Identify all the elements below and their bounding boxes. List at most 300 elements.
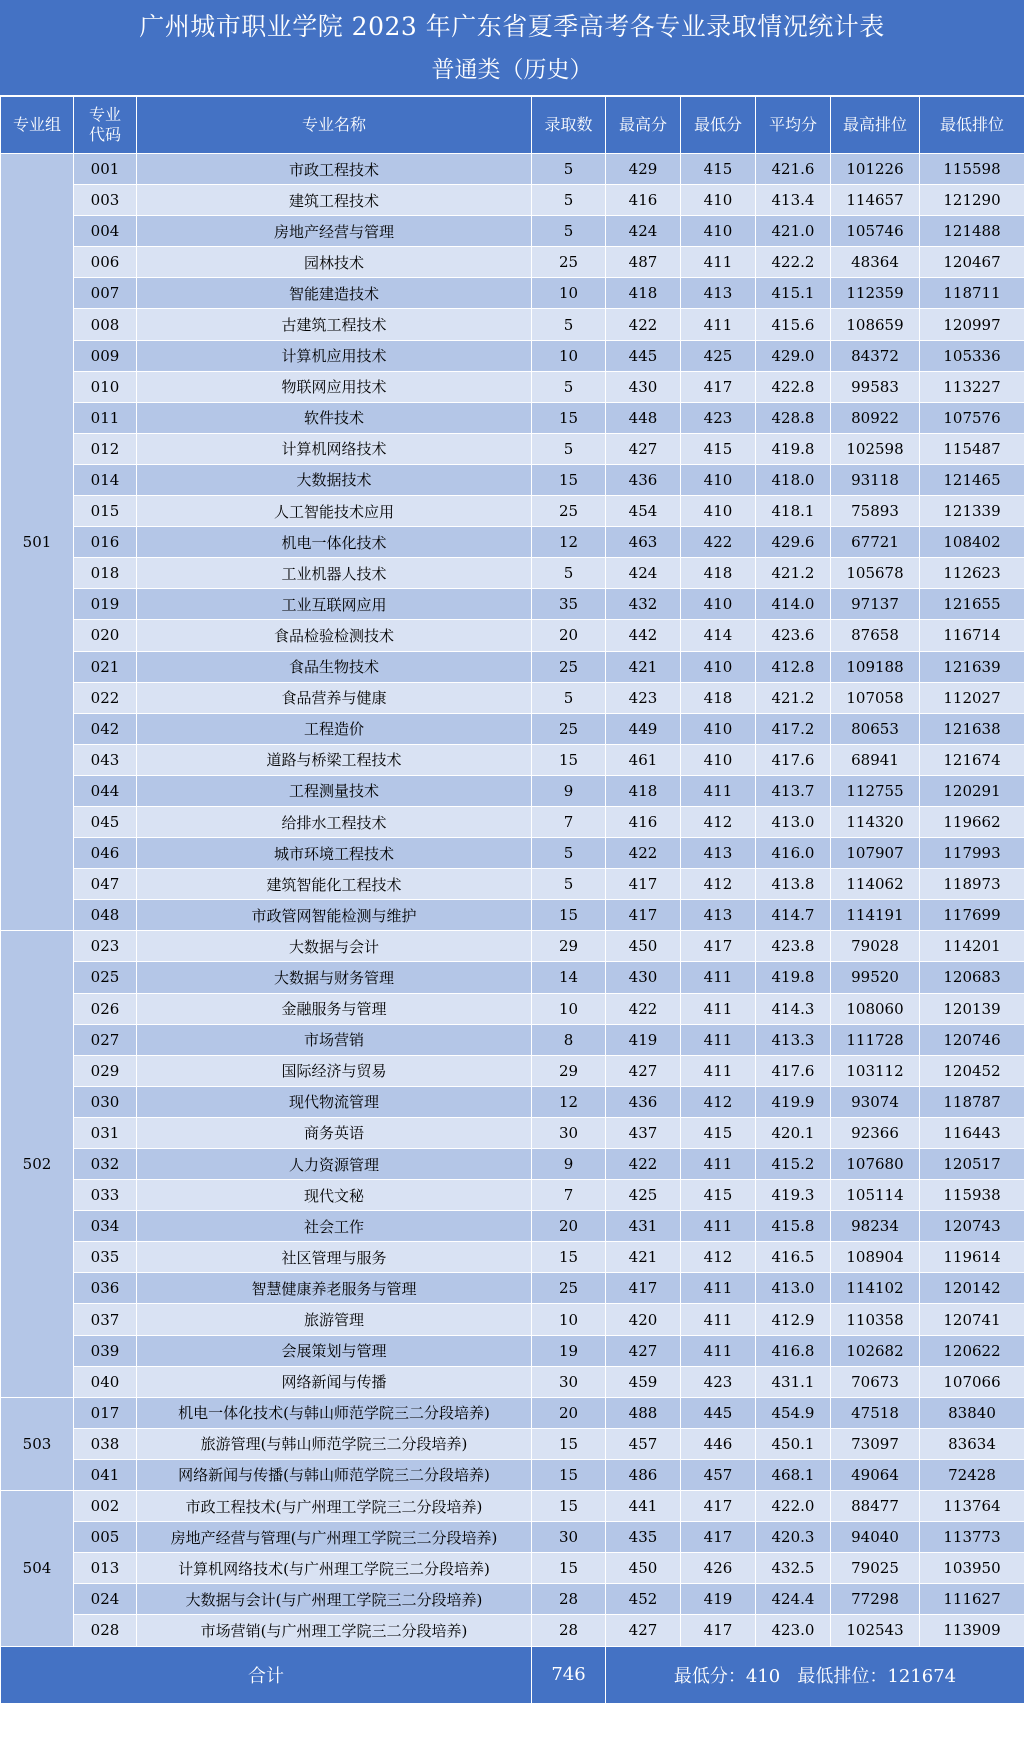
cell-admitted: 5 — [532, 185, 606, 216]
cell-admitted: 5 — [532, 433, 606, 464]
cell-max-score: 487 — [606, 247, 681, 278]
cell-min-score: 417 — [681, 1522, 756, 1553]
cell-name: 工业机器人技术 — [137, 558, 532, 589]
cell-avg-score: 417.2 — [756, 713, 831, 744]
cell-max-score: 424 — [606, 216, 681, 247]
cell-max-rank: 68941 — [831, 744, 920, 775]
cell-name: 道路与桥梁工程技术 — [137, 744, 532, 775]
cell-max-rank: 92366 — [831, 1117, 920, 1148]
cell-admitted: 30 — [532, 1522, 606, 1553]
cell-min-rank: 105336 — [920, 340, 1024, 371]
cell-min-rank: 108402 — [920, 527, 1024, 558]
cell-max-rank: 103112 — [831, 1055, 920, 1086]
cell-max-score: 432 — [606, 589, 681, 620]
cell-max-rank: 87658 — [831, 620, 920, 651]
cell-name: 食品营养与健康 — [137, 682, 532, 713]
cell-avg-score: 419.8 — [756, 962, 831, 993]
cell-max-rank: 98234 — [831, 1211, 920, 1242]
cell-min-score: 445 — [681, 1397, 756, 1428]
cell-min-rank: 121655 — [920, 589, 1024, 620]
cell-admitted: 30 — [532, 1366, 606, 1397]
cell-min-score: 412 — [681, 869, 756, 900]
table-row — [1, 744, 1024, 775]
cell-name: 计算机网络技术 — [137, 433, 532, 464]
cell-min-score: 410 — [681, 744, 756, 775]
cell-admitted: 10 — [532, 993, 606, 1024]
cell-max-rank: 80922 — [831, 402, 920, 433]
cell-max-score: 430 — [606, 371, 681, 402]
total-summary: 最低分：410 最低排位：121674 — [606, 1646, 1024, 1703]
cell-min-rank: 118787 — [920, 1086, 1024, 1117]
cell-max-rank: 84372 — [831, 340, 920, 371]
cell-avg-score: 415.6 — [756, 309, 831, 340]
cell-admitted: 25 — [532, 651, 606, 682]
table-row — [1, 931, 1024, 962]
cell-code: 017 — [74, 1397, 137, 1428]
cell-admitted: 15 — [532, 1491, 606, 1522]
header-avg-score: 平均分 — [756, 97, 831, 154]
cell-min-score: 411 — [681, 1055, 756, 1086]
cell-avg-score: 429.6 — [756, 527, 831, 558]
table-row — [1, 1397, 1024, 1428]
cell-code: 045 — [74, 806, 137, 837]
cell-admitted: 5 — [532, 838, 606, 869]
cell-min-rank: 72428 — [920, 1459, 1024, 1490]
cell-max-rank: 49064 — [831, 1459, 920, 1490]
cell-min-score: 415 — [681, 1117, 756, 1148]
cell-max-score: 418 — [606, 775, 681, 806]
cell-min-score: 411 — [681, 1273, 756, 1304]
cell-avg-score: 415.1 — [756, 278, 831, 309]
cell-name: 园林技术 — [137, 247, 532, 278]
group-cell: 503 — [1, 1397, 74, 1490]
cell-admitted: 20 — [532, 1397, 606, 1428]
cell-max-rank: 73097 — [831, 1428, 920, 1459]
cell-code: 024 — [74, 1584, 137, 1615]
cell-avg-score: 412.8 — [756, 651, 831, 682]
cell-name: 人工智能技术应用 — [137, 496, 532, 527]
cell-min-rank: 115487 — [920, 433, 1024, 464]
table-row — [1, 806, 1024, 837]
cell-max-rank: 102598 — [831, 433, 920, 464]
cell-min-rank: 121290 — [920, 185, 1024, 216]
cell-name: 建筑工程技术 — [137, 185, 532, 216]
table-row — [1, 1491, 1024, 1522]
table-row — [1, 1615, 1024, 1646]
table-row — [1, 713, 1024, 744]
cell-avg-score: 421.2 — [756, 682, 831, 713]
cell-max-score: 424 — [606, 558, 681, 589]
cell-min-score: 415 — [681, 433, 756, 464]
cell-name: 古建筑工程技术 — [137, 309, 532, 340]
cell-admitted: 28 — [532, 1584, 606, 1615]
cell-max-score: 417 — [606, 1273, 681, 1304]
cell-code: 035 — [74, 1242, 137, 1273]
cell-min-rank: 120683 — [920, 962, 1024, 993]
table-title-block — [0, 0, 1024, 95]
cell-avg-score: 420.3 — [756, 1522, 831, 1553]
cell-max-score: 463 — [606, 527, 681, 558]
cell-min-score: 410 — [681, 216, 756, 247]
table-row — [1, 402, 1024, 433]
cell-max-rank: 70673 — [831, 1366, 920, 1397]
cell-max-score: 421 — [606, 651, 681, 682]
table-title: 广州城市职业学院 2023 年广东省夏季高考各专业录取情况统计表 — [139, 12, 885, 41]
cell-max-score: 459 — [606, 1366, 681, 1397]
cell-max-rank: 75893 — [831, 496, 920, 527]
cell-min-score: 411 — [681, 247, 756, 278]
cell-max-rank: 101226 — [831, 154, 920, 185]
header-code — [74, 97, 137, 154]
cell-avg-score: 421.6 — [756, 154, 831, 185]
cell-min-score: 446 — [681, 1428, 756, 1459]
cell-code: 039 — [74, 1335, 137, 1366]
cell-name: 市政工程技术 — [137, 154, 532, 185]
cell-admitted: 9 — [532, 775, 606, 806]
cell-code: 030 — [74, 1086, 137, 1117]
cell-name: 房地产经营与管理(与广州理工学院三二分段培养) — [137, 1522, 532, 1553]
cell-admitted: 15 — [532, 402, 606, 433]
cell-admitted: 15 — [532, 1553, 606, 1584]
cell-code: 028 — [74, 1615, 137, 1646]
cell-code: 022 — [74, 682, 137, 713]
cell-min-score: 410 — [681, 185, 756, 216]
cell-min-rank: 113764 — [920, 1491, 1024, 1522]
table-row — [1, 1086, 1024, 1117]
cell-name: 现代文秘 — [137, 1180, 532, 1211]
cell-max-rank: 114191 — [831, 900, 920, 931]
cell-max-rank: 99520 — [831, 962, 920, 993]
cell-admitted: 15 — [532, 744, 606, 775]
cell-max-rank: 48364 — [831, 247, 920, 278]
cell-max-rank: 77298 — [831, 1584, 920, 1615]
cell-max-rank: 93074 — [831, 1086, 920, 1117]
cell-code: 046 — [74, 838, 137, 869]
cell-min-score: 417 — [681, 931, 756, 962]
cell-avg-score: 429.0 — [756, 340, 831, 371]
cell-avg-score: 417.6 — [756, 1055, 831, 1086]
total-admitted: 746 — [532, 1646, 606, 1703]
cell-min-rank: 107066 — [920, 1366, 1024, 1397]
cell-min-score: 413 — [681, 278, 756, 309]
cell-code: 032 — [74, 1149, 137, 1180]
cell-code: 027 — [74, 1024, 137, 1055]
cell-admitted: 14 — [532, 962, 606, 993]
cell-min-score: 411 — [681, 1335, 756, 1366]
cell-avg-score: 413.3 — [756, 1024, 831, 1055]
cell-max-score: 418 — [606, 278, 681, 309]
cell-avg-score: 421.2 — [756, 558, 831, 589]
table-row — [1, 1522, 1024, 1553]
cell-min-rank: 112623 — [920, 558, 1024, 589]
cell-avg-score: 450.1 — [756, 1428, 831, 1459]
cell-name: 机电一体化技术 — [137, 527, 532, 558]
table-row — [1, 1180, 1024, 1211]
cell-admitted: 5 — [532, 216, 606, 247]
cell-name: 旅游管理(与韩山师范学院三二分段培养) — [137, 1428, 532, 1459]
cell-admitted: 8 — [532, 1024, 606, 1055]
cell-name: 网络新闻与传播(与韩山师范学院三二分段培养) — [137, 1459, 532, 1490]
cell-avg-score: 416.5 — [756, 1242, 831, 1273]
cell-avg-score: 422.0 — [756, 1491, 831, 1522]
cell-min-rank: 121639 — [920, 651, 1024, 682]
cell-max-rank: 102543 — [831, 1615, 920, 1646]
cell-max-rank: 79025 — [831, 1553, 920, 1584]
cell-max-rank: 105678 — [831, 558, 920, 589]
cell-name: 食品检验检测技术 — [137, 620, 532, 651]
cell-min-rank: 120622 — [920, 1335, 1024, 1366]
cell-max-score: 488 — [606, 1397, 681, 1428]
table-row — [1, 1149, 1024, 1180]
cell-code: 004 — [74, 216, 137, 247]
cell-code: 042 — [74, 713, 137, 744]
table-row — [1, 1304, 1024, 1335]
cell-admitted: 20 — [532, 1211, 606, 1242]
cell-avg-score: 418.0 — [756, 464, 831, 495]
cell-max-score: 417 — [606, 869, 681, 900]
cell-avg-score: 432.5 — [756, 1553, 831, 1584]
cell-name: 工业互联网应用 — [137, 589, 532, 620]
table-subtitle: 普通类（历史） — [431, 57, 593, 83]
cell-code: 005 — [74, 1522, 137, 1553]
cell-max-score: 457 — [606, 1428, 681, 1459]
cell-code: 023 — [74, 931, 137, 962]
header-max-rank: 最高排位 — [831, 97, 920, 154]
cell-code: 026 — [74, 993, 137, 1024]
cell-max-score: 441 — [606, 1491, 681, 1522]
cell-min-rank: 120139 — [920, 993, 1024, 1024]
cell-name: 现代物流管理 — [137, 1086, 532, 1117]
cell-max-rank: 88477 — [831, 1491, 920, 1522]
cell-max-rank: 108904 — [831, 1242, 920, 1273]
cell-admitted: 7 — [532, 1180, 606, 1211]
cell-admitted: 28 — [532, 1615, 606, 1646]
cell-name: 房地产经营与管理 — [137, 216, 532, 247]
cell-min-score: 411 — [681, 309, 756, 340]
cell-max-rank: 80653 — [831, 713, 920, 744]
cell-min-score: 423 — [681, 1366, 756, 1397]
cell-avg-score: 413.8 — [756, 869, 831, 900]
cell-min-score: 417 — [681, 371, 756, 402]
cell-admitted: 15 — [532, 1428, 606, 1459]
cell-min-rank: 120743 — [920, 1211, 1024, 1242]
cell-min-score: 422 — [681, 527, 756, 558]
cell-min-rank: 113909 — [920, 1615, 1024, 1646]
cell-max-rank: 99583 — [831, 371, 920, 402]
cell-min-rank: 117699 — [920, 900, 1024, 931]
table-row — [1, 1242, 1024, 1273]
cell-code: 025 — [74, 962, 137, 993]
header-code-line1: 专业 — [88, 105, 121, 124]
cell-avg-score: 413.0 — [756, 806, 831, 837]
cell-min-rank: 107576 — [920, 402, 1024, 433]
cell-max-rank: 67721 — [831, 527, 920, 558]
cell-max-score: 422 — [606, 1149, 681, 1180]
cell-min-rank: 83840 — [920, 1397, 1024, 1428]
cell-admitted: 25 — [532, 247, 606, 278]
cell-code: 037 — [74, 1304, 137, 1335]
cell-name: 建筑智能化工程技术 — [137, 869, 532, 900]
cell-max-score: 427 — [606, 1615, 681, 1646]
cell-max-rank: 79028 — [831, 931, 920, 962]
cell-min-score: 410 — [681, 496, 756, 527]
cell-min-rank: 121465 — [920, 464, 1024, 495]
table-row — [1, 682, 1024, 713]
cell-max-score: 435 — [606, 1522, 681, 1553]
header-group: 专业组 — [1, 97, 74, 154]
cell-name: 大数据技术 — [137, 464, 532, 495]
cell-min-score: 418 — [681, 558, 756, 589]
cell-max-rank: 114102 — [831, 1273, 920, 1304]
admission-table — [0, 96, 1024, 1704]
cell-admitted: 5 — [532, 371, 606, 402]
cell-code: 014 — [74, 464, 137, 495]
cell-min-score: 411 — [681, 993, 756, 1024]
header-code-line2: 代码 — [88, 125, 121, 144]
cell-code: 036 — [74, 1273, 137, 1304]
cell-name: 城市环境工程技术 — [137, 838, 532, 869]
cell-admitted: 12 — [532, 527, 606, 558]
cell-code: 038 — [74, 1428, 137, 1459]
cell-admitted: 7 — [532, 806, 606, 837]
cell-code: 034 — [74, 1211, 137, 1242]
cell-max-rank: 111728 — [831, 1024, 920, 1055]
cell-avg-score: 468.1 — [756, 1459, 831, 1490]
cell-max-score: 423 — [606, 682, 681, 713]
cell-avg-score: 420.1 — [756, 1117, 831, 1148]
cell-admitted: 25 — [532, 1273, 606, 1304]
cell-code: 011 — [74, 402, 137, 433]
cell-avg-score: 415.8 — [756, 1211, 831, 1242]
cell-min-rank: 121638 — [920, 713, 1024, 744]
cell-admitted: 15 — [532, 900, 606, 931]
cell-name: 软件技术 — [137, 402, 532, 433]
cell-name: 给排水工程技术 — [137, 806, 532, 837]
cell-min-rank: 118711 — [920, 278, 1024, 309]
cell-name: 计算机应用技术 — [137, 340, 532, 371]
table-row — [1, 1273, 1024, 1304]
cell-avg-score: 413.4 — [756, 185, 831, 216]
cell-max-rank: 114657 — [831, 185, 920, 216]
group-cell: 501 — [1, 154, 74, 931]
cell-admitted: 15 — [532, 464, 606, 495]
cell-name: 市政工程技术(与广州理工学院三二分段培养) — [137, 1491, 532, 1522]
cell-name: 会展策划与管理 — [137, 1335, 532, 1366]
cell-max-score: 461 — [606, 744, 681, 775]
cell-min-rank: 116443 — [920, 1117, 1024, 1148]
cell-max-score: 454 — [606, 496, 681, 527]
cell-min-rank: 121488 — [920, 216, 1024, 247]
cell-max-score: 416 — [606, 185, 681, 216]
cell-min-score: 411 — [681, 1149, 756, 1180]
cell-avg-score: 419.9 — [756, 1086, 831, 1117]
cell-avg-score: 423.8 — [756, 931, 831, 962]
cell-min-score: 414 — [681, 620, 756, 651]
table-row — [1, 309, 1024, 340]
cell-min-score: 417 — [681, 1615, 756, 1646]
cell-max-score: 427 — [606, 1055, 681, 1086]
cell-min-score: 412 — [681, 1242, 756, 1273]
cell-admitted: 19 — [532, 1335, 606, 1366]
cell-name: 市政管网智能检测与维护 — [137, 900, 532, 931]
table-body — [1, 154, 1024, 1647]
cell-min-rank: 115598 — [920, 154, 1024, 185]
cell-max-rank: 93118 — [831, 464, 920, 495]
cell-max-rank: 114320 — [831, 806, 920, 837]
cell-code: 003 — [74, 185, 137, 216]
table-row — [1, 1584, 1024, 1615]
cell-max-rank: 94040 — [831, 1522, 920, 1553]
table-row — [1, 1335, 1024, 1366]
cell-admitted: 10 — [532, 278, 606, 309]
cell-max-score: 450 — [606, 1553, 681, 1584]
cell-code: 021 — [74, 651, 137, 682]
cell-name: 商务英语 — [137, 1117, 532, 1148]
table-row — [1, 216, 1024, 247]
total-row — [1, 1646, 1024, 1703]
cell-min-score: 417 — [681, 1491, 756, 1522]
table-row — [1, 527, 1024, 558]
cell-min-rank: 119614 — [920, 1242, 1024, 1273]
cell-avg-score: 423.0 — [756, 1615, 831, 1646]
cell-admitted: 35 — [532, 589, 606, 620]
cell-avg-score: 422.2 — [756, 247, 831, 278]
table-row — [1, 651, 1024, 682]
table-row — [1, 1366, 1024, 1397]
group-cell: 502 — [1, 931, 74, 1397]
cell-name: 工程测量技术 — [137, 775, 532, 806]
table-row — [1, 962, 1024, 993]
cell-admitted: 15 — [532, 1242, 606, 1273]
cell-max-score: 430 — [606, 962, 681, 993]
header-name: 专业名称 — [137, 97, 532, 154]
cell-avg-score: 412.9 — [756, 1304, 831, 1335]
cell-admitted: 5 — [532, 869, 606, 900]
cell-code: 029 — [74, 1055, 137, 1086]
cell-avg-score: 421.0 — [756, 216, 831, 247]
cell-max-rank: 110358 — [831, 1304, 920, 1335]
cell-max-score: 427 — [606, 1335, 681, 1366]
cell-min-score: 412 — [681, 1086, 756, 1117]
cell-min-score: 423 — [681, 402, 756, 433]
cell-code: 016 — [74, 527, 137, 558]
cell-max-score: 442 — [606, 620, 681, 651]
cell-avg-score: 413.7 — [756, 775, 831, 806]
cell-max-rank: 108659 — [831, 309, 920, 340]
cell-min-rank: 120142 — [920, 1273, 1024, 1304]
cell-name: 旅游管理 — [137, 1304, 532, 1335]
header-min-score: 最低分 — [681, 97, 756, 154]
cell-admitted: 5 — [532, 558, 606, 589]
cell-min-rank: 114201 — [920, 931, 1024, 962]
cell-name: 智能建造技术 — [137, 278, 532, 309]
header-min-rank: 最低排位 — [920, 97, 1024, 154]
table-row — [1, 433, 1024, 464]
cell-min-rank: 120746 — [920, 1024, 1024, 1055]
table-row — [1, 993, 1024, 1024]
table-row — [1, 838, 1024, 869]
cell-min-score: 426 — [681, 1553, 756, 1584]
cell-code: 040 — [74, 1366, 137, 1397]
cell-min-score: 410 — [681, 651, 756, 682]
cell-avg-score: 423.6 — [756, 620, 831, 651]
cell-name: 国际经济与贸易 — [137, 1055, 532, 1086]
cell-min-score: 412 — [681, 806, 756, 837]
cell-max-score: 445 — [606, 340, 681, 371]
cell-min-score: 415 — [681, 1180, 756, 1211]
table-row — [1, 1459, 1024, 1490]
cell-max-score: 417 — [606, 900, 681, 931]
